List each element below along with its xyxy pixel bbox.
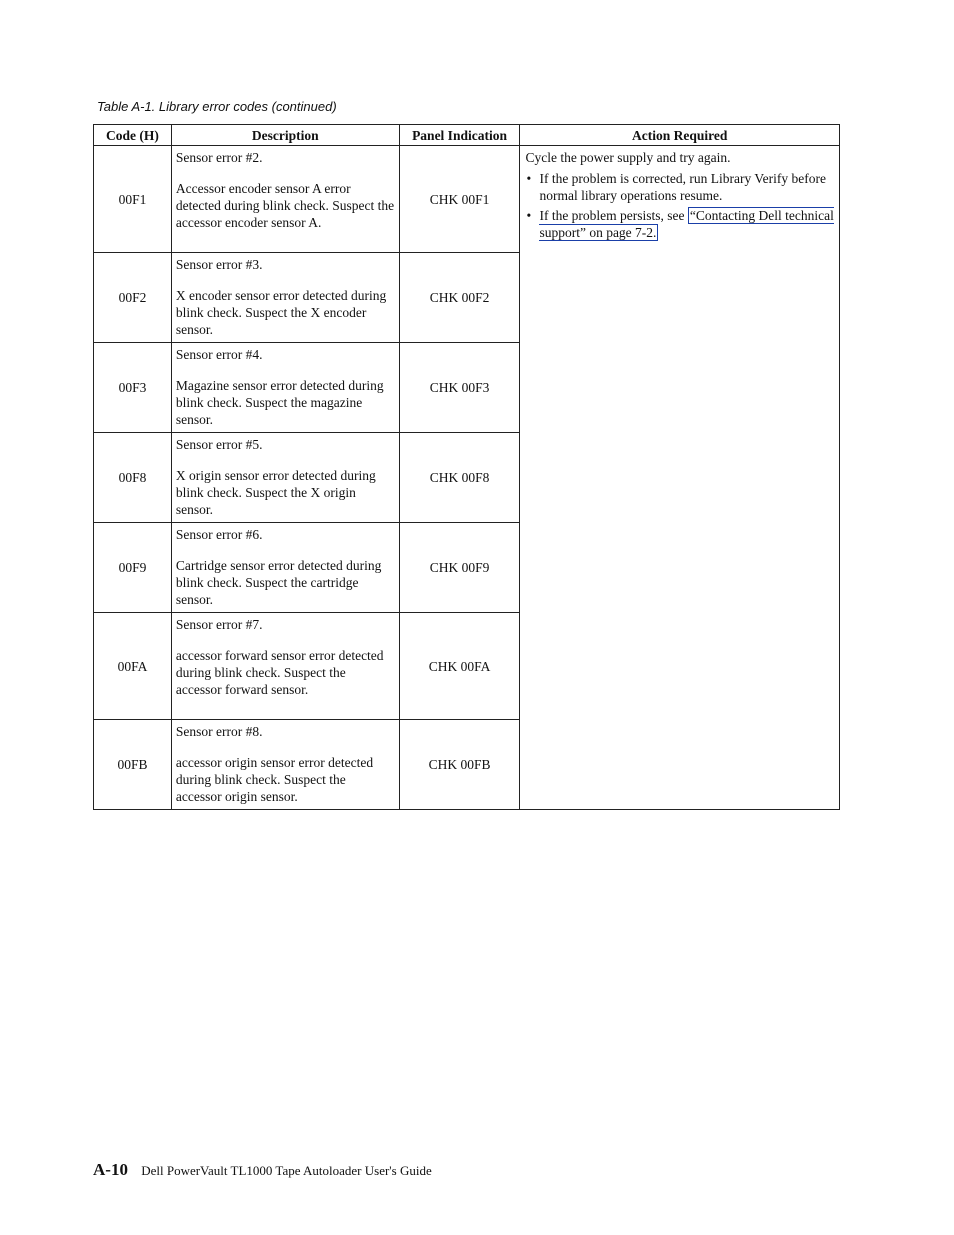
column-header-description: Description bbox=[171, 125, 399, 146]
description-cell bbox=[171, 146, 399, 253]
contacting-support-link[interactable]: “Contacting Dell technical support” on page 7-2. bbox=[539, 208, 834, 240]
panel-indication-cell: CHK 00FA bbox=[399, 613, 520, 720]
error-code-cell: 00F8 bbox=[94, 433, 172, 523]
action-required-cell bbox=[520, 146, 840, 810]
action-intro: Cycle the power supply and try again. bbox=[525, 150, 731, 165]
description-detail: accessor forward sensor error detected during blink check. Suspect the accessor forward sensor. bbox=[175, 648, 384, 697]
error-codes-table bbox=[93, 124, 840, 810]
action-list bbox=[525, 170, 835, 241]
table-caption: Table A-1. Library error codes (continued) bbox=[97, 99, 337, 114]
page-number: A-10 bbox=[93, 1160, 128, 1179]
description-cell bbox=[171, 523, 399, 613]
document-title: Dell PowerVault TL1000 Tape Autoloader User's Guide bbox=[141, 1163, 432, 1178]
column-header-action-required: Action Required bbox=[520, 125, 840, 146]
error-code-cell: 00F3 bbox=[94, 343, 172, 433]
error-code-cell: 00FB bbox=[94, 720, 172, 810]
description-detail: X origin sensor error detected during blink check. Suspect the X origin sensor. bbox=[175, 468, 376, 517]
action-item-text: If the problem persists, see bbox=[539, 208, 688, 223]
description-detail: accessor origin sensor error detected during blink check. Suspect the accessor origin sensor. bbox=[175, 755, 374, 804]
action-item-text: If the problem is corrected, run Library Verify before normal library operations resume. bbox=[539, 171, 826, 203]
description-title: Sensor error #8. bbox=[175, 724, 263, 739]
table-header-row bbox=[94, 125, 840, 146]
error-code-cell: 00FA bbox=[94, 613, 172, 720]
description-cell bbox=[171, 343, 399, 433]
description-cell bbox=[171, 720, 399, 810]
description-detail: X encoder sensor error detected during blink check. Suspect the X encoder sensor. bbox=[175, 288, 387, 337]
description-detail: Cartridge sensor error detected during blink check. Suspect the cartridge sensor. bbox=[175, 558, 382, 607]
description-title: Sensor error #6. bbox=[175, 527, 263, 542]
description-title: Sensor error #3. bbox=[175, 257, 263, 272]
column-header-panel-indication: Panel Indication bbox=[399, 125, 520, 146]
bullet-icon: • bbox=[526, 208, 532, 223]
error-code-cell: 00F9 bbox=[94, 523, 172, 613]
column-header-code: Code (H) bbox=[94, 125, 172, 146]
description-title: Sensor error #7. bbox=[175, 617, 263, 632]
error-code-cell: 00F1 bbox=[94, 146, 172, 253]
action-list-item bbox=[525, 170, 835, 204]
panel-indication-cell: CHK 00F1 bbox=[399, 146, 520, 253]
description-title: Sensor error #4. bbox=[175, 347, 263, 362]
panel-indication-cell: CHK 00F9 bbox=[399, 523, 520, 613]
description-title: Sensor error #2. bbox=[175, 150, 263, 165]
panel-indication-cell: CHK 00F8 bbox=[399, 433, 520, 523]
description-cell bbox=[171, 433, 399, 523]
table-row bbox=[94, 146, 840, 253]
panel-indication-cell: CHK 00F3 bbox=[399, 343, 520, 433]
description-detail: Magazine sensor error detected during blink check. Suspect the magazine sensor. bbox=[175, 378, 384, 427]
description-detail: Accessor encoder sensor A error detected during blink check. Suspect the accessor encoder sensor A. bbox=[175, 181, 395, 230]
description-title: Sensor error #5. bbox=[175, 437, 263, 452]
description-cell bbox=[171, 613, 399, 720]
bullet-icon: • bbox=[526, 171, 532, 186]
action-list-item bbox=[525, 207, 835, 241]
description-cell bbox=[171, 253, 399, 343]
panel-indication-cell: CHK 00FB bbox=[399, 720, 520, 810]
panel-indication-cell: CHK 00F2 bbox=[399, 253, 520, 343]
page-footer bbox=[93, 1160, 432, 1180]
error-code-cell: 00F2 bbox=[94, 253, 172, 343]
